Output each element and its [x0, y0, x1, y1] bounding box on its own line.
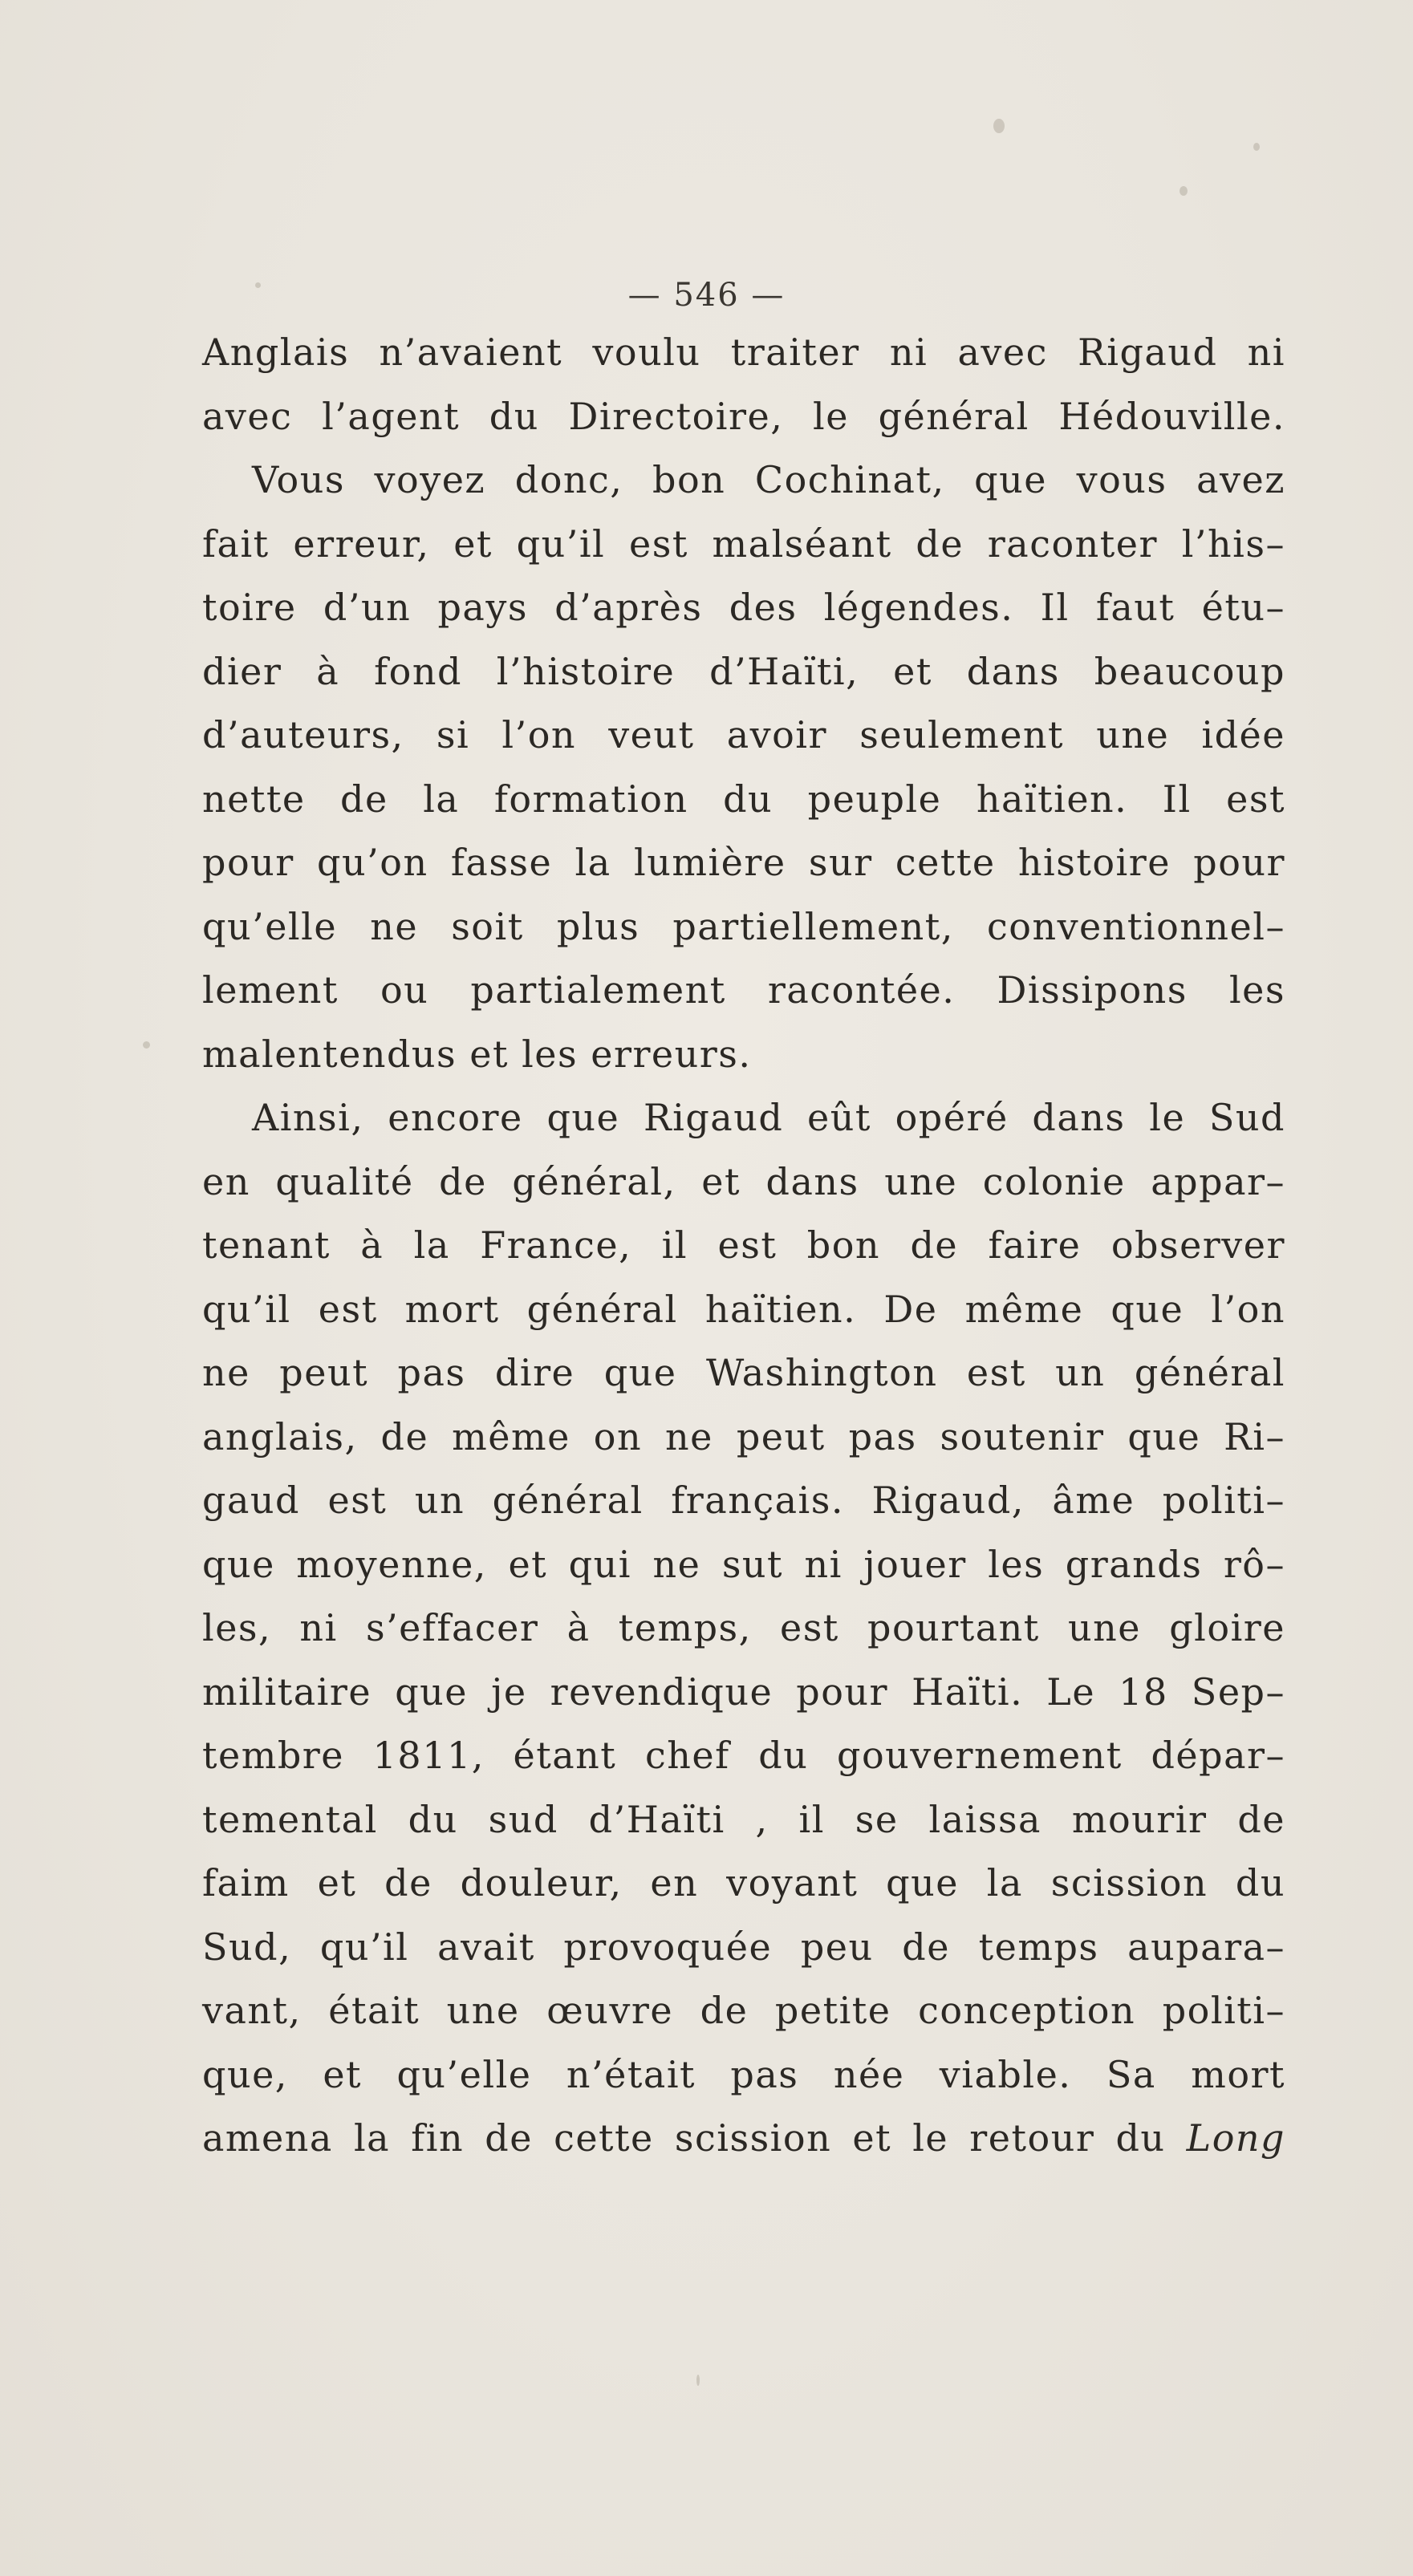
paper-speck — [1180, 186, 1188, 196]
paper-speck — [696, 2375, 700, 2386]
text-line: en qualité de général, et dans une colonie appar– — [202, 1159, 1285, 1203]
text-line: ne peut pas dire que Washington est un général — [202, 1351, 1285, 1394]
text-line: Sud, qu’il avait provoquée peu de temps aupara– — [202, 1925, 1285, 1969]
text-line: d’auteurs, si l’on veut avoir seulement une idée — [202, 713, 1285, 757]
text-line: qu’elle ne soit plus partiellement, conventionnel– — [202, 904, 1285, 948]
text-line: faim et de douleur, en voyant que la scission du — [202, 1861, 1285, 1905]
body-text — [202, 321, 1285, 2171]
paper-speck — [143, 1041, 150, 1049]
paper-speck — [1253, 143, 1260, 151]
text-line: malentendus et les erreurs. — [202, 1032, 752, 1076]
text-line: pour qu’on fasse la lumière sur cette histoire pour — [202, 841, 1285, 884]
text-line-last-start: amena la fin de cette scission et le retour du — [202, 2116, 1187, 2160]
text-line: les, ni s’effacer à temps, est pourtant une gloire — [202, 1606, 1285, 1649]
paper-speck — [993, 119, 1005, 133]
text-line: temental du sud d’Haïti , il se laissa mourir de — [202, 1797, 1285, 1841]
text-line: militaire que je revendique pour Haïti. Le 18 Sep– — [202, 1669, 1285, 1714]
text-line: fait erreur, et qu’il est malséant de raconter l’his– — [202, 521, 1285, 566]
text-line: anglais, de même on ne peut pas soutenir que Ri– — [202, 1414, 1285, 1458]
text-line: Vous voyez donc, bon Cochinat, que vous avez — [252, 458, 1285, 501]
text-line: Ainsi, encore que Rigaud eût opéré dans le Sud — [252, 1096, 1285, 1139]
text-line: tembre 1811, étant chef du gouvernement dépar– — [202, 1734, 1285, 1777]
text-line: que moyenne, et qui ne sut ni jouer les grands rô– — [202, 1542, 1285, 1586]
text-line: tenant à la France, il est bon de faire observer — [202, 1223, 1285, 1267]
italic-word: Long — [1186, 2116, 1285, 2160]
text-line-last — [202, 2107, 1285, 2171]
text-line: avec l’agent du Directoire, le général Hédouville. — [202, 394, 1285, 438]
text-line: Anglais n’avaient voulu traiter ni avec Rigaud ni — [202, 331, 1285, 374]
text-line: toire d’un pays d’après des légendes. Il faut étu– — [202, 586, 1285, 629]
text-line: qu’il est mort général haïtien. De même que l’on — [202, 1287, 1285, 1331]
text-line: dier à fond l’histoire d’Haïti, et dans beaucoup — [202, 649, 1285, 693]
page-number: — 546 — — [627, 277, 786, 314]
text-line: vant, était une œuvre de petite conception politi– — [202, 1989, 1285, 2032]
text-line: gaud est un général français. Rigaud, âme politi– — [202, 1479, 1285, 1522]
text-line: nette de la formation du peuple haïtien. Il est — [202, 777, 1285, 821]
text-line: lement ou partialement racontée. Dissipons les — [202, 968, 1285, 1012]
text-line: que, et qu’elle n’était pas née viable. Sa mort — [202, 2052, 1285, 2096]
